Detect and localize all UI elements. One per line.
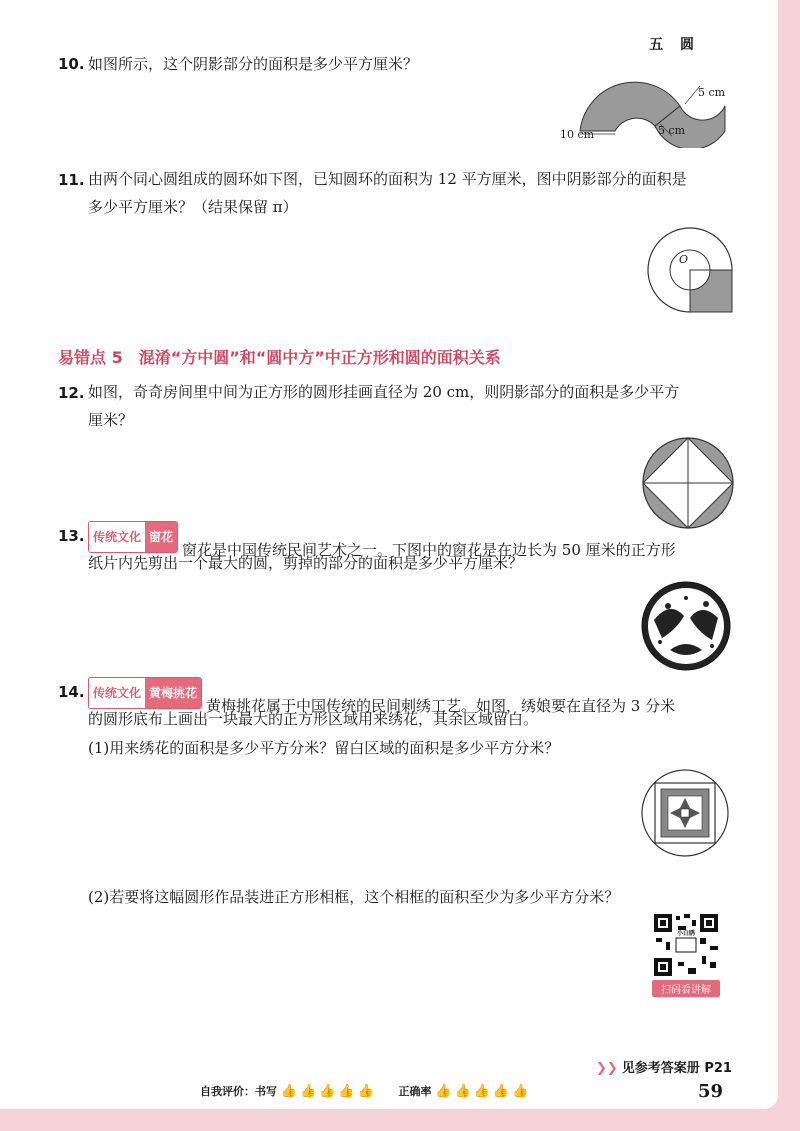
tag-traditional-culture-embroidery: 传统文化 黄梅挑花: [88, 677, 202, 709]
question-12-line1: 如图，奇奇房间里中间为正方形的圆形挂画直径为 20 cm，则阴影部分的面积是多少平方: [88, 383, 680, 401]
question-14-line2: 的圆形底布上画出一块最大的正方形区域用来绣花，其余区域留白。: [88, 710, 539, 728]
q11-figure: [644, 224, 736, 316]
thumb-up-icon[interactable]: 👍: [338, 1084, 355, 1099]
question-14-number: 14.: [58, 683, 85, 701]
writing-label: 书写: [255, 1085, 277, 1098]
q10-label-5cm-mid: 5 cm: [658, 124, 686, 137]
self-evaluation-label: 自我评价：: [200, 1085, 255, 1098]
question-13-line1: 传统文化 窗花窗花是中国传统民间艺术之一。下图中的窗花是在边长为 50 厘米的正方形: [88, 521, 676, 564]
question-12-line2: 厘米？: [88, 411, 134, 429]
answer-reference: ❯❯ 见参考答案册 P21: [596, 1061, 732, 1076]
question-13-number: 13.: [58, 527, 85, 545]
accuracy-label: 正确率: [398, 1085, 432, 1098]
question-11-line1: 由两个同心圆组成的圆环如下图，已知圆环的面积为 12 平方厘米，图中阴影部分的面积是: [88, 170, 687, 188]
q13-papercut-figure: [640, 580, 732, 672]
question-11-number: 11.: [58, 171, 85, 189]
thumb-up-icon[interactable]: 👍: [473, 1084, 490, 1099]
question-13-line2: 纸片内先剪出一个最大的圆，剪掉的部分的面积是多少平方厘米？: [88, 554, 524, 572]
qr-center-label: 小白鸥: [676, 930, 695, 937]
q10-label-5cm-top: 5 cm: [698, 86, 726, 99]
q11-label-o: O: [679, 253, 689, 266]
thumb-up-icon[interactable]: 👍: [280, 1084, 298, 1099]
question-14-part1: (1)用来绣花的面积是多少平方分米？留白区域的面积是多少平方分米？: [88, 739, 560, 757]
question-10-text: 如图所示，这个阴影部分的面积是多少平方厘米？: [88, 55, 419, 73]
thumb-up-icon[interactable]: 👍: [319, 1084, 336, 1099]
qr-caption: 扫码看讲解: [652, 980, 720, 997]
thumb-up-icon[interactable]: 👍: [492, 1084, 510, 1099]
question-11-line2: 多少平方厘米？（结果保留 π）: [88, 198, 298, 216]
q14-embroidery-figure: [640, 768, 730, 858]
section-title: 易错点 5 混淆“方中圆”和“圆中方”中正方形和圆的面积关系: [58, 348, 501, 367]
chapter-header: 五 圆: [649, 37, 700, 53]
double-chevron-icon: ❯❯: [596, 1061, 618, 1076]
question-12-number: 12.: [58, 384, 85, 402]
thumb-up-icon[interactable]: 👍: [454, 1084, 471, 1099]
q12-figure: [640, 435, 736, 531]
q10-label-10cm: 10 cm: [560, 128, 595, 141]
tag-traditional-culture: 传统文化 窗花: [88, 521, 178, 553]
self-evaluation-bar: [200, 1083, 531, 1099]
thumb-up-icon[interactable]: 👍: [300, 1084, 317, 1099]
thumb-up-icon[interactable]: 👍: [357, 1084, 374, 1099]
question-14-line1: 传统文化 黄梅挑花黄梅挑花属于中国传统的民间刺绣工艺。如图，绣娘要在直径为 3 分米: [88, 677, 675, 720]
qr-code[interactable]: [652, 912, 720, 978]
thumb-up-icon[interactable]: 👍: [435, 1084, 452, 1099]
question-14-part2: (2)若要将这幅圆形作品装进正方形相框，这个相框的面积至少为多少平方分米？: [88, 888, 620, 906]
page-number: 59: [698, 1081, 724, 1102]
question-10-number: 10.: [58, 55, 85, 73]
thumb-up-icon[interactable]: 👍: [512, 1084, 529, 1099]
